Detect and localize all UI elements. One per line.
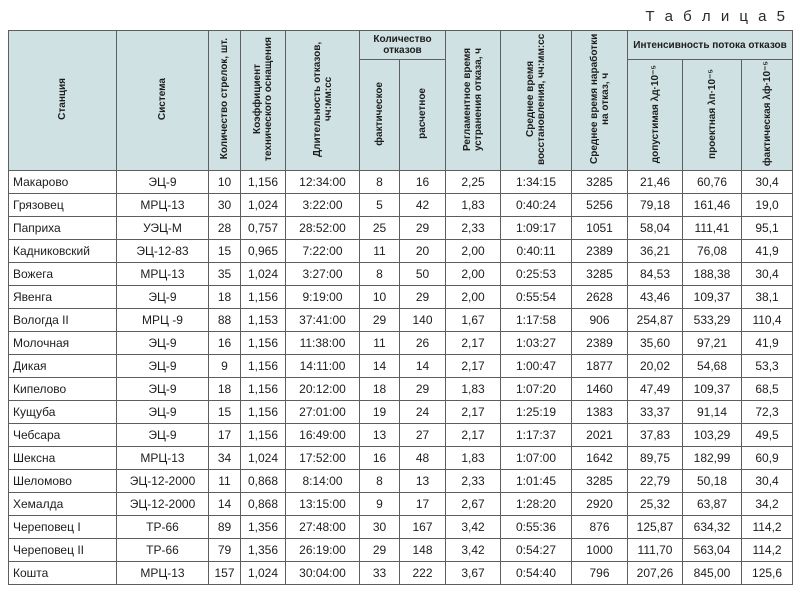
cell-intensity-design: 563,04 bbox=[683, 539, 742, 562]
cell-system: МРЦ -9 bbox=[117, 309, 209, 332]
cell-avg-restore: 0:40:24 bbox=[501, 194, 572, 217]
cell-failures-actual: 8 bbox=[360, 171, 400, 194]
cell-system: ЭЦ-9 bbox=[117, 424, 209, 447]
cell-avg-mtbf: 1877 bbox=[572, 355, 628, 378]
cell-avg-restore: 0:55:54 bbox=[501, 286, 572, 309]
cell-regl-time: 3,42 bbox=[446, 516, 501, 539]
cell-duration: 14:11:00 bbox=[286, 355, 360, 378]
cell-system: МРЦ-13 bbox=[117, 263, 209, 286]
cell-failures-calc: 50 bbox=[400, 263, 446, 286]
cell-regl-time: 3,67 bbox=[446, 562, 501, 585]
cell-regl-time: 2,17 bbox=[446, 332, 501, 355]
header-failures-calc: расчетное bbox=[400, 60, 446, 171]
cell-intensity-allowed: 125,87 bbox=[628, 516, 683, 539]
cell-intensity-design: 97,21 bbox=[683, 332, 742, 355]
cell-intensity-design: 76,08 bbox=[683, 240, 742, 263]
cell-coefficient: 1,024 bbox=[241, 447, 286, 470]
cell-intensity-actual: 60,9 bbox=[742, 447, 793, 470]
cell-avg-mtbf: 2021 bbox=[572, 424, 628, 447]
cell-intensity-allowed: 79,18 bbox=[628, 194, 683, 217]
cell-switches: 28 bbox=[209, 217, 241, 240]
cell-failures-actual: 8 bbox=[360, 470, 400, 493]
cell-intensity-design: 109,37 bbox=[683, 286, 742, 309]
cell-switches: 18 bbox=[209, 378, 241, 401]
cell-avg-restore: 1:34:15 bbox=[501, 171, 572, 194]
cell-intensity-actual: 72,3 bbox=[742, 401, 793, 424]
cell-intensity-actual: 19,0 bbox=[742, 194, 793, 217]
header-system: Система bbox=[117, 31, 209, 171]
cell-coefficient: 1,156 bbox=[241, 332, 286, 355]
cell-duration: 30:04:00 bbox=[286, 562, 360, 585]
data-table bbox=[8, 30, 793, 585]
cell-avg-mtbf: 876 bbox=[572, 516, 628, 539]
cell-intensity-allowed: 37,83 bbox=[628, 424, 683, 447]
cell-failures-actual: 25 bbox=[360, 217, 400, 240]
cell-intensity-allowed: 20,02 bbox=[628, 355, 683, 378]
cell-failures-actual: 11 bbox=[360, 240, 400, 263]
cell-station: Хемалда bbox=[9, 493, 117, 516]
cell-intensity-actual: 53,3 bbox=[742, 355, 793, 378]
cell-avg-restore: 1:09:17 bbox=[501, 217, 572, 240]
cell-coefficient: 0,757 bbox=[241, 217, 286, 240]
cell-duration: 12:34:00 bbox=[286, 171, 360, 194]
table-row bbox=[9, 240, 793, 263]
cell-failures-calc: 148 bbox=[400, 539, 446, 562]
cell-coefficient: 1,356 bbox=[241, 539, 286, 562]
cell-failures-actual: 29 bbox=[360, 309, 400, 332]
cell-intensity-actual: 30,4 bbox=[742, 470, 793, 493]
cell-system: УЭЦ-М bbox=[117, 217, 209, 240]
cell-system: ЭЦ-12-2000 bbox=[117, 470, 209, 493]
cell-intensity-actual: 41,9 bbox=[742, 332, 793, 355]
cell-intensity-design: 50,18 bbox=[683, 470, 742, 493]
cell-regl-time: 1,83 bbox=[446, 447, 501, 470]
cell-avg-restore: 0:25:53 bbox=[501, 263, 572, 286]
cell-switches: 14 bbox=[209, 493, 241, 516]
cell-avg-mtbf: 2389 bbox=[572, 240, 628, 263]
cell-regl-time: 2,67 bbox=[446, 493, 501, 516]
cell-intensity-actual: 38,1 bbox=[742, 286, 793, 309]
header-station: Станция bbox=[9, 31, 117, 171]
cell-duration: 28:52:00 bbox=[286, 217, 360, 240]
cell-intensity-allowed: 47,49 bbox=[628, 378, 683, 401]
cell-intensity-design: 60,76 bbox=[683, 171, 742, 194]
cell-failures-actual: 8 bbox=[360, 263, 400, 286]
cell-switches: 18 bbox=[209, 286, 241, 309]
cell-intensity-allowed: 207,26 bbox=[628, 562, 683, 585]
cell-intensity-design: 634,32 bbox=[683, 516, 742, 539]
table-body bbox=[9, 171, 793, 585]
cell-switches: 34 bbox=[209, 447, 241, 470]
table-row bbox=[9, 194, 793, 217]
table-row bbox=[9, 401, 793, 424]
table-row bbox=[9, 447, 793, 470]
table-row bbox=[9, 516, 793, 539]
cell-station: Череповец II bbox=[9, 539, 117, 562]
cell-avg-mtbf: 1000 bbox=[572, 539, 628, 562]
cell-failures-actual: 9 bbox=[360, 493, 400, 516]
cell-intensity-design: 161,46 bbox=[683, 194, 742, 217]
cell-system: ТР-66 bbox=[117, 516, 209, 539]
cell-intensity-allowed: 58,04 bbox=[628, 217, 683, 240]
cell-regl-time: 2,00 bbox=[446, 286, 501, 309]
cell-station: Грязовец bbox=[9, 194, 117, 217]
cell-coefficient: 1,024 bbox=[241, 562, 286, 585]
table-row bbox=[9, 355, 793, 378]
cell-failures-calc: 26 bbox=[400, 332, 446, 355]
cell-intensity-actual: 125,6 bbox=[742, 562, 793, 585]
cell-avg-restore: 1:03:27 bbox=[501, 332, 572, 355]
cell-avg-restore: 1:07:00 bbox=[501, 447, 572, 470]
table-row bbox=[9, 493, 793, 516]
header-regl-time: Регламентное время устранения отказа, ч bbox=[446, 31, 501, 171]
cell-failures-actual: 5 bbox=[360, 194, 400, 217]
cell-duration: 20:12:00 bbox=[286, 378, 360, 401]
cell-regl-time: 1,83 bbox=[446, 378, 501, 401]
cell-system: МРЦ-13 bbox=[117, 562, 209, 585]
cell-failures-calc: 29 bbox=[400, 286, 446, 309]
cell-avg-mtbf: 2920 bbox=[572, 493, 628, 516]
cell-duration: 16:49:00 bbox=[286, 424, 360, 447]
cell-coefficient: 1,156 bbox=[241, 401, 286, 424]
cell-coefficient: 1,024 bbox=[241, 263, 286, 286]
cell-failures-actual: 18 bbox=[360, 378, 400, 401]
cell-switches: 17 bbox=[209, 424, 241, 447]
cell-intensity-actual: 114,2 bbox=[742, 516, 793, 539]
cell-failures-actual: 19 bbox=[360, 401, 400, 424]
cell-station: Молочная bbox=[9, 332, 117, 355]
cell-intensity-actual: 30,4 bbox=[742, 263, 793, 286]
cell-coefficient: 1,153 bbox=[241, 309, 286, 332]
cell-avg-mtbf: 906 bbox=[572, 309, 628, 332]
header-intensity-group: Интенсивность потока отказов bbox=[628, 31, 793, 60]
table-row bbox=[9, 470, 793, 493]
cell-coefficient: 1,156 bbox=[241, 286, 286, 309]
cell-intensity-allowed: 21,46 bbox=[628, 171, 683, 194]
header-intensity-allowed: допустимая λд·10⁻⁵ bbox=[628, 60, 683, 171]
cell-system: ЭЦ-9 bbox=[117, 401, 209, 424]
cell-system: ЭЦ-9 bbox=[117, 286, 209, 309]
table-row bbox=[9, 217, 793, 240]
cell-duration: 11:38:00 bbox=[286, 332, 360, 355]
cell-avg-mtbf: 1460 bbox=[572, 378, 628, 401]
cell-failures-calc: 13 bbox=[400, 470, 446, 493]
cell-system: МРЦ-13 bbox=[117, 447, 209, 470]
cell-switches: 16 bbox=[209, 332, 241, 355]
cell-failures-calc: 14 bbox=[400, 355, 446, 378]
cell-avg-restore: 0:55:36 bbox=[501, 516, 572, 539]
cell-system: ТР-66 bbox=[117, 539, 209, 562]
table-row bbox=[9, 424, 793, 447]
cell-failures-calc: 24 bbox=[400, 401, 446, 424]
cell-station: Вологда II bbox=[9, 309, 117, 332]
cell-station: Шеломово bbox=[9, 470, 117, 493]
cell-avg-restore: 0:54:27 bbox=[501, 539, 572, 562]
cell-intensity-design: 109,37 bbox=[683, 378, 742, 401]
cell-intensity-actual: 68,5 bbox=[742, 378, 793, 401]
cell-failures-calc: 167 bbox=[400, 516, 446, 539]
cell-failures-actual: 11 bbox=[360, 332, 400, 355]
cell-station: Кипелово bbox=[9, 378, 117, 401]
cell-failures-calc: 29 bbox=[400, 378, 446, 401]
cell-failures-actual: 30 bbox=[360, 516, 400, 539]
cell-avg-mtbf: 2628 bbox=[572, 286, 628, 309]
cell-regl-time: 1,83 bbox=[446, 194, 501, 217]
cell-regl-time: 2,25 bbox=[446, 171, 501, 194]
cell-failures-calc: 140 bbox=[400, 309, 446, 332]
cell-coefficient: 1,156 bbox=[241, 378, 286, 401]
cell-duration: 13:15:00 bbox=[286, 493, 360, 516]
cell-avg-restore: 1:25:19 bbox=[501, 401, 572, 424]
cell-duration: 8:14:00 bbox=[286, 470, 360, 493]
cell-station: Чебсара bbox=[9, 424, 117, 447]
cell-avg-mtbf: 3285 bbox=[572, 263, 628, 286]
cell-intensity-allowed: 111,70 bbox=[628, 539, 683, 562]
cell-intensity-design: 182,99 bbox=[683, 447, 742, 470]
cell-switches: 30 bbox=[209, 194, 241, 217]
cell-intensity-design: 91,14 bbox=[683, 401, 742, 424]
table-caption: Т а б л и ц а 5 bbox=[645, 8, 788, 25]
cell-switches: 79 bbox=[209, 539, 241, 562]
cell-intensity-actual: 114,2 bbox=[742, 539, 793, 562]
cell-switches: 15 bbox=[209, 240, 241, 263]
cell-duration: 17:52:00 bbox=[286, 447, 360, 470]
cell-avg-restore: 1:17:37 bbox=[501, 424, 572, 447]
cell-failures-calc: 29 bbox=[400, 217, 446, 240]
cell-coefficient: 0,965 bbox=[241, 240, 286, 263]
cell-avg-mtbf: 5256 bbox=[572, 194, 628, 217]
cell-avg-mtbf: 796 bbox=[572, 562, 628, 585]
cell-failures-actual: 13 bbox=[360, 424, 400, 447]
cell-intensity-actual: 34,2 bbox=[742, 493, 793, 516]
cell-coefficient: 1,156 bbox=[241, 355, 286, 378]
cell-avg-restore: 1:17:58 bbox=[501, 309, 572, 332]
cell-station: Череповец I bbox=[9, 516, 117, 539]
cell-coefficient: 1,156 bbox=[241, 424, 286, 447]
table-row bbox=[9, 171, 793, 194]
cell-switches: 10 bbox=[209, 171, 241, 194]
cell-failures-calc: 222 bbox=[400, 562, 446, 585]
table-row bbox=[9, 539, 793, 562]
cell-duration: 26:19:00 bbox=[286, 539, 360, 562]
table-row bbox=[9, 263, 793, 286]
cell-duration: 9:19:00 bbox=[286, 286, 360, 309]
table-row bbox=[9, 562, 793, 585]
table-row bbox=[9, 378, 793, 401]
table-row bbox=[9, 309, 793, 332]
cell-station: Паприха bbox=[9, 217, 117, 240]
cell-station: Явенга bbox=[9, 286, 117, 309]
cell-coefficient: 1,356 bbox=[241, 516, 286, 539]
cell-station: Кошта bbox=[9, 562, 117, 585]
cell-intensity-allowed: 25,32 bbox=[628, 493, 683, 516]
cell-intensity-design: 188,38 bbox=[683, 263, 742, 286]
cell-station: Кущуба bbox=[9, 401, 117, 424]
cell-station: Шексна bbox=[9, 447, 117, 470]
cell-system: ЭЦ-9 bbox=[117, 355, 209, 378]
cell-intensity-allowed: 33,37 bbox=[628, 401, 683, 424]
table-row bbox=[9, 286, 793, 309]
cell-avg-mtbf: 2389 bbox=[572, 332, 628, 355]
cell-failures-calc: 20 bbox=[400, 240, 446, 263]
header-avg-mtbf: Среднее время наработки на отказ, ч bbox=[572, 31, 628, 171]
cell-failures-calc: 16 bbox=[400, 171, 446, 194]
cell-avg-restore: 1:28:20 bbox=[501, 493, 572, 516]
header-avg-restore: Среднее время восстановления, чч:мм:сс bbox=[501, 31, 572, 171]
cell-avg-restore: 1:00:47 bbox=[501, 355, 572, 378]
cell-avg-mtbf: 3285 bbox=[572, 171, 628, 194]
cell-failures-actual: 33 bbox=[360, 562, 400, 585]
cell-regl-time: 2,17 bbox=[446, 401, 501, 424]
cell-regl-time: 2,33 bbox=[446, 217, 501, 240]
cell-intensity-allowed: 36,21 bbox=[628, 240, 683, 263]
cell-avg-mtbf: 1051 bbox=[572, 217, 628, 240]
cell-duration: 27:48:00 bbox=[286, 516, 360, 539]
cell-avg-restore: 1:01:45 bbox=[501, 470, 572, 493]
header-failures-group: Количество отказов bbox=[360, 31, 446, 60]
cell-failures-calc: 48 bbox=[400, 447, 446, 470]
cell-intensity-design: 111,41 bbox=[683, 217, 742, 240]
cell-station: Кадниковский bbox=[9, 240, 117, 263]
cell-switches: 15 bbox=[209, 401, 241, 424]
cell-intensity-design: 103,29 bbox=[683, 424, 742, 447]
cell-duration: 27:01:00 bbox=[286, 401, 360, 424]
table-row bbox=[9, 332, 793, 355]
cell-system: ЭЦ-12-2000 bbox=[117, 493, 209, 516]
header-duration: Длительность отказов, чч:мм:сс bbox=[286, 31, 360, 171]
cell-intensity-allowed: 22,79 bbox=[628, 470, 683, 493]
cell-system: ЭЦ-9 bbox=[117, 332, 209, 355]
cell-intensity-design: 54,68 bbox=[683, 355, 742, 378]
cell-switches: 9 bbox=[209, 355, 241, 378]
cell-station: Вожега bbox=[9, 263, 117, 286]
cell-system: ЭЦ-12-83 bbox=[117, 240, 209, 263]
cell-switches: 35 bbox=[209, 263, 241, 286]
cell-avg-restore: 0:54:40 bbox=[501, 562, 572, 585]
header-failures-actual: фактическое bbox=[360, 60, 400, 171]
cell-failures-actual: 29 bbox=[360, 539, 400, 562]
cell-regl-time: 1,67 bbox=[446, 309, 501, 332]
cell-intensity-actual: 110,4 bbox=[742, 309, 793, 332]
cell-failures-calc: 17 bbox=[400, 493, 446, 516]
cell-intensity-allowed: 84,53 bbox=[628, 263, 683, 286]
cell-coefficient: 0,868 bbox=[241, 470, 286, 493]
cell-station: Дикая bbox=[9, 355, 117, 378]
cell-intensity-actual: 41,9 bbox=[742, 240, 793, 263]
cell-system: ЭЦ-9 bbox=[117, 378, 209, 401]
cell-switches: 157 bbox=[209, 562, 241, 585]
cell-intensity-actual: 95,1 bbox=[742, 217, 793, 240]
cell-regl-time: 2,00 bbox=[446, 263, 501, 286]
cell-failures-calc: 42 bbox=[400, 194, 446, 217]
cell-duration: 7:22:00 bbox=[286, 240, 360, 263]
cell-failures-calc: 27 bbox=[400, 424, 446, 447]
header-intensity-design: проектная λп·10⁻⁵ bbox=[683, 60, 742, 171]
cell-intensity-allowed: 43,46 bbox=[628, 286, 683, 309]
cell-station: Макарово bbox=[9, 171, 117, 194]
cell-avg-restore: 1:07:20 bbox=[501, 378, 572, 401]
cell-avg-mtbf: 1383 bbox=[572, 401, 628, 424]
cell-failures-actual: 14 bbox=[360, 355, 400, 378]
cell-intensity-allowed: 89,75 bbox=[628, 447, 683, 470]
cell-duration: 3:22:00 bbox=[286, 194, 360, 217]
cell-intensity-allowed: 254,87 bbox=[628, 309, 683, 332]
cell-regl-time: 2,17 bbox=[446, 424, 501, 447]
cell-avg-mtbf: 3285 bbox=[572, 470, 628, 493]
cell-intensity-design: 533,29 bbox=[683, 309, 742, 332]
cell-coefficient: 1,156 bbox=[241, 171, 286, 194]
cell-regl-time: 2,00 bbox=[446, 240, 501, 263]
cell-switches: 11 bbox=[209, 470, 241, 493]
cell-switches: 89 bbox=[209, 516, 241, 539]
cell-switches: 88 bbox=[209, 309, 241, 332]
cell-intensity-actual: 49,5 bbox=[742, 424, 793, 447]
header-switches: Количество стрелок, шт. bbox=[209, 31, 241, 171]
cell-duration: 3:27:00 bbox=[286, 263, 360, 286]
cell-avg-mtbf: 1642 bbox=[572, 447, 628, 470]
cell-system: МРЦ-13 bbox=[117, 194, 209, 217]
cell-coefficient: 1,024 bbox=[241, 194, 286, 217]
header-intensity-actual: фактическая λф·10⁻⁵ bbox=[742, 60, 793, 171]
cell-intensity-actual: 30,4 bbox=[742, 171, 793, 194]
cell-regl-time: 3,42 bbox=[446, 539, 501, 562]
cell-duration: 37:41:00 bbox=[286, 309, 360, 332]
cell-intensity-design: 845,00 bbox=[683, 562, 742, 585]
cell-regl-time: 2,17 bbox=[446, 355, 501, 378]
cell-avg-restore: 0:40:11 bbox=[501, 240, 572, 263]
header-coefficient: Коэффициент технического оснащения bbox=[241, 31, 286, 171]
cell-system: ЭЦ-9 bbox=[117, 171, 209, 194]
cell-coefficient: 0,868 bbox=[241, 493, 286, 516]
cell-failures-actual: 10 bbox=[360, 286, 400, 309]
cell-intensity-allowed: 35,60 bbox=[628, 332, 683, 355]
cell-failures-actual: 16 bbox=[360, 447, 400, 470]
cell-regl-time: 2,33 bbox=[446, 470, 501, 493]
cell-intensity-design: 63,87 bbox=[683, 493, 742, 516]
